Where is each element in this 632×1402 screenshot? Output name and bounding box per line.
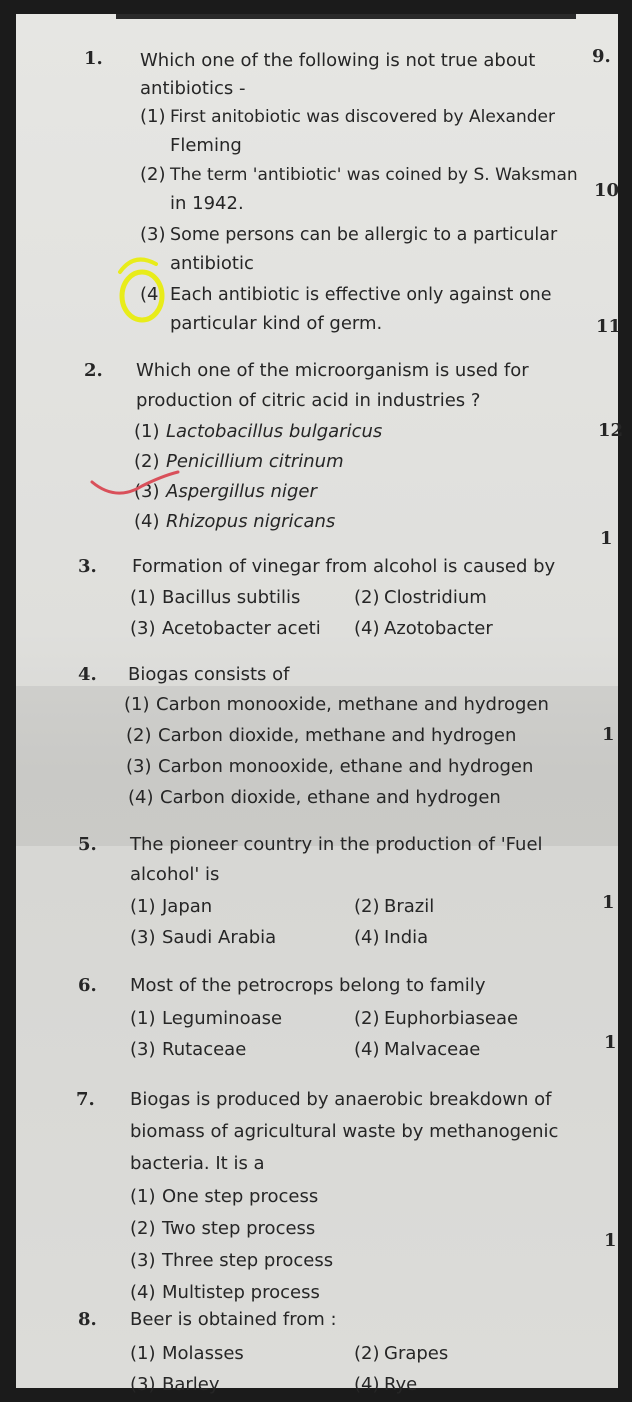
q6-option-1-label[interactable]: (1) bbox=[130, 1008, 156, 1029]
q1-option-4-line-1: Each antibiotic is effective only against one bbox=[170, 285, 552, 305]
side-number-17: 1 bbox=[604, 1230, 617, 1251]
q4-option-2-label[interactable]: (2) bbox=[126, 725, 152, 746]
question-1-number: 1. bbox=[84, 48, 103, 69]
q2-option-3-text: Aspergillus niger bbox=[166, 481, 317, 502]
q4-option-3-text: Carbon monooxide, ethane and hydrogen bbox=[158, 756, 534, 777]
q1-option-1-line-1: First anitobiotic was discovered by Alexander bbox=[170, 107, 555, 127]
q6-option-3-label[interactable]: (3) bbox=[130, 1039, 156, 1060]
q7-option-3-text: Three step process bbox=[162, 1250, 334, 1271]
q4-option-1-label[interactable]: (1) bbox=[124, 694, 150, 715]
q4-option-2-text: Carbon dioxide, methane and hydrogen bbox=[158, 725, 517, 746]
question-4-line-1: Biogas consists of bbox=[128, 664, 290, 685]
q8-option-3-text: Barley bbox=[162, 1374, 220, 1395]
q1-option-1-label[interactable]: (1) bbox=[140, 106, 166, 127]
side-number-9: 9. bbox=[592, 46, 611, 67]
side-number-15: 1 bbox=[602, 892, 615, 913]
side-number-16: 1 bbox=[604, 1032, 617, 1053]
highlight-curl-mark bbox=[120, 260, 156, 273]
q3-option-2-text: Clostridium bbox=[384, 587, 487, 608]
q2-option-3-label[interactable]: (3) bbox=[134, 481, 160, 502]
question-8-line-1: Beer is obtained from : bbox=[130, 1309, 337, 1330]
q1-option-4-label[interactable]: (4) bbox=[140, 284, 166, 305]
question-1-line-1: Which one of the following is not true about bbox=[140, 50, 536, 71]
q5-option-4-text: India bbox=[384, 927, 429, 948]
question-3-line-1: Formation of vinegar from alcohol is caused by bbox=[132, 556, 556, 577]
q3-option-1-text: Bacillus subtilis bbox=[162, 587, 301, 608]
q5-option-3-label[interactable]: (3) bbox=[130, 927, 156, 948]
q2-option-1-text: Lactobacillus bulgaricus bbox=[166, 421, 383, 442]
q3-option-2-label[interactable]: (2) bbox=[354, 587, 380, 608]
q8-option-2-text: Grapes bbox=[384, 1343, 449, 1364]
q1-option-1-line-2: Fleming bbox=[170, 135, 242, 156]
q8-option-2-label[interactable]: (2) bbox=[354, 1343, 380, 1364]
side-number-13: 1 bbox=[600, 528, 613, 549]
q8-option-1-label[interactable]: (1) bbox=[130, 1343, 156, 1364]
q5-option-4-label[interactable]: (4) bbox=[354, 927, 380, 948]
question-7-line-3: bacteria. It is a bbox=[130, 1153, 265, 1174]
q5-option-1-label[interactable]: (1) bbox=[130, 896, 156, 917]
q8-option-3-label[interactable]: (3) bbox=[130, 1374, 156, 1395]
q3-option-1-label[interactable]: (1) bbox=[130, 587, 156, 608]
q3-option-3-text: Acetobacter aceti bbox=[162, 618, 321, 639]
side-number-12: 12 bbox=[598, 420, 624, 441]
q7-option-1-text: One step process bbox=[162, 1186, 319, 1207]
q6-option-4-label[interactable]: (4) bbox=[354, 1039, 380, 1060]
q6-option-4-text: Malvaceae bbox=[384, 1039, 481, 1060]
q5-option-1-text: Japan bbox=[162, 896, 213, 917]
q5-option-2-text: Brazil bbox=[384, 896, 435, 917]
top-edge bbox=[116, 14, 576, 19]
q2-option-2-text: Penicillium citrinum bbox=[166, 451, 344, 472]
q6-option-2-label[interactable]: (2) bbox=[354, 1008, 380, 1029]
q4-option-1-text: Carbon monooxide, methane and hydrogen bbox=[156, 694, 549, 715]
q8-option-4-text: Rye bbox=[384, 1374, 418, 1395]
side-number-14: 1 bbox=[602, 724, 615, 745]
q7-option-3-label[interactable]: (3) bbox=[130, 1250, 156, 1271]
question-7-number: 7. bbox=[76, 1089, 95, 1110]
q1-option-2-line-1: The term 'antibiotic' was coined by S. Waksman bbox=[170, 165, 578, 185]
q7-option-4-text: Multistep process bbox=[162, 1282, 320, 1303]
q1-option-3-line-1: Some persons can be allergic to a particular bbox=[170, 225, 558, 245]
question-5-number: 5. bbox=[78, 834, 97, 855]
question-7-line-1: Biogas is produced by anaerobic breakdown of bbox=[130, 1089, 552, 1110]
q3-option-4-text: Azotobacter bbox=[384, 618, 493, 639]
q4-option-4-label[interactable]: (4) bbox=[128, 787, 154, 808]
q2-option-1-label[interactable]: (1) bbox=[134, 421, 160, 442]
exam-page bbox=[16, 14, 624, 1395]
q7-option-4-label[interactable]: (4) bbox=[130, 1282, 156, 1303]
question-6-line-1: Most of the petrocrops belong to family bbox=[130, 975, 486, 996]
q1-option-4-line-2: particular kind of germ. bbox=[170, 313, 383, 334]
q2-option-4-label[interactable]: (4) bbox=[134, 511, 160, 532]
question-2-line-1: Which one of the microorganism is used for bbox=[136, 360, 529, 381]
question-4-number: 4. bbox=[78, 664, 97, 685]
q7-option-2-label[interactable]: (2) bbox=[130, 1218, 156, 1239]
q2-option-2-label[interactable]: (2) bbox=[134, 451, 160, 472]
q3-option-3-label[interactable]: (3) bbox=[130, 618, 156, 639]
question-5-line-2: alcohol' is bbox=[130, 864, 220, 885]
question-8-number: 8. bbox=[78, 1309, 97, 1330]
q5-option-2-label[interactable]: (2) bbox=[354, 896, 380, 917]
question-3-number: 3. bbox=[78, 556, 97, 577]
q6-option-1-text: Leguminoase bbox=[162, 1008, 283, 1029]
side-number-10: 10 bbox=[594, 180, 620, 201]
q3-option-4-label[interactable]: (4) bbox=[354, 618, 380, 639]
question-6-number: 6. bbox=[78, 975, 97, 996]
q7-option-2-text: Two step process bbox=[162, 1218, 316, 1239]
question-2-number: 2. bbox=[84, 360, 103, 381]
question-1-line-2: antibiotics - bbox=[140, 78, 246, 99]
question-5-line-1: The pioneer country in the production of 'Fuel bbox=[130, 834, 543, 855]
q4-option-3-label[interactable]: (3) bbox=[126, 756, 152, 777]
q1-option-3-label[interactable]: (3) bbox=[140, 224, 166, 245]
q1-option-2-line-2: in 1942. bbox=[170, 193, 244, 214]
q1-option-3-line-2: antibiotic bbox=[170, 253, 254, 274]
q5-option-3-text: Saudi Arabia bbox=[162, 927, 277, 948]
side-number-11: 11 bbox=[596, 316, 622, 337]
q2-option-4-text: Rhizopus nigricans bbox=[166, 511, 336, 532]
question-7-line-2: biomass of agricultural waste by methanogenic bbox=[130, 1121, 559, 1142]
question-2-line-2: production of citric acid in industries ? bbox=[136, 390, 481, 411]
q1-option-2-label[interactable]: (2) bbox=[140, 164, 166, 185]
q8-option-1-text: Molasses bbox=[162, 1343, 244, 1364]
q6-option-3-text: Rutaceae bbox=[162, 1039, 247, 1060]
q8-option-4-label[interactable]: (4) bbox=[354, 1374, 380, 1395]
q6-option-2-text: Euphorbiaseae bbox=[384, 1008, 519, 1029]
q7-option-1-label[interactable]: (1) bbox=[130, 1186, 156, 1207]
q4-option-4-text: Carbon dioxide, ethane and hydrogen bbox=[160, 787, 501, 808]
